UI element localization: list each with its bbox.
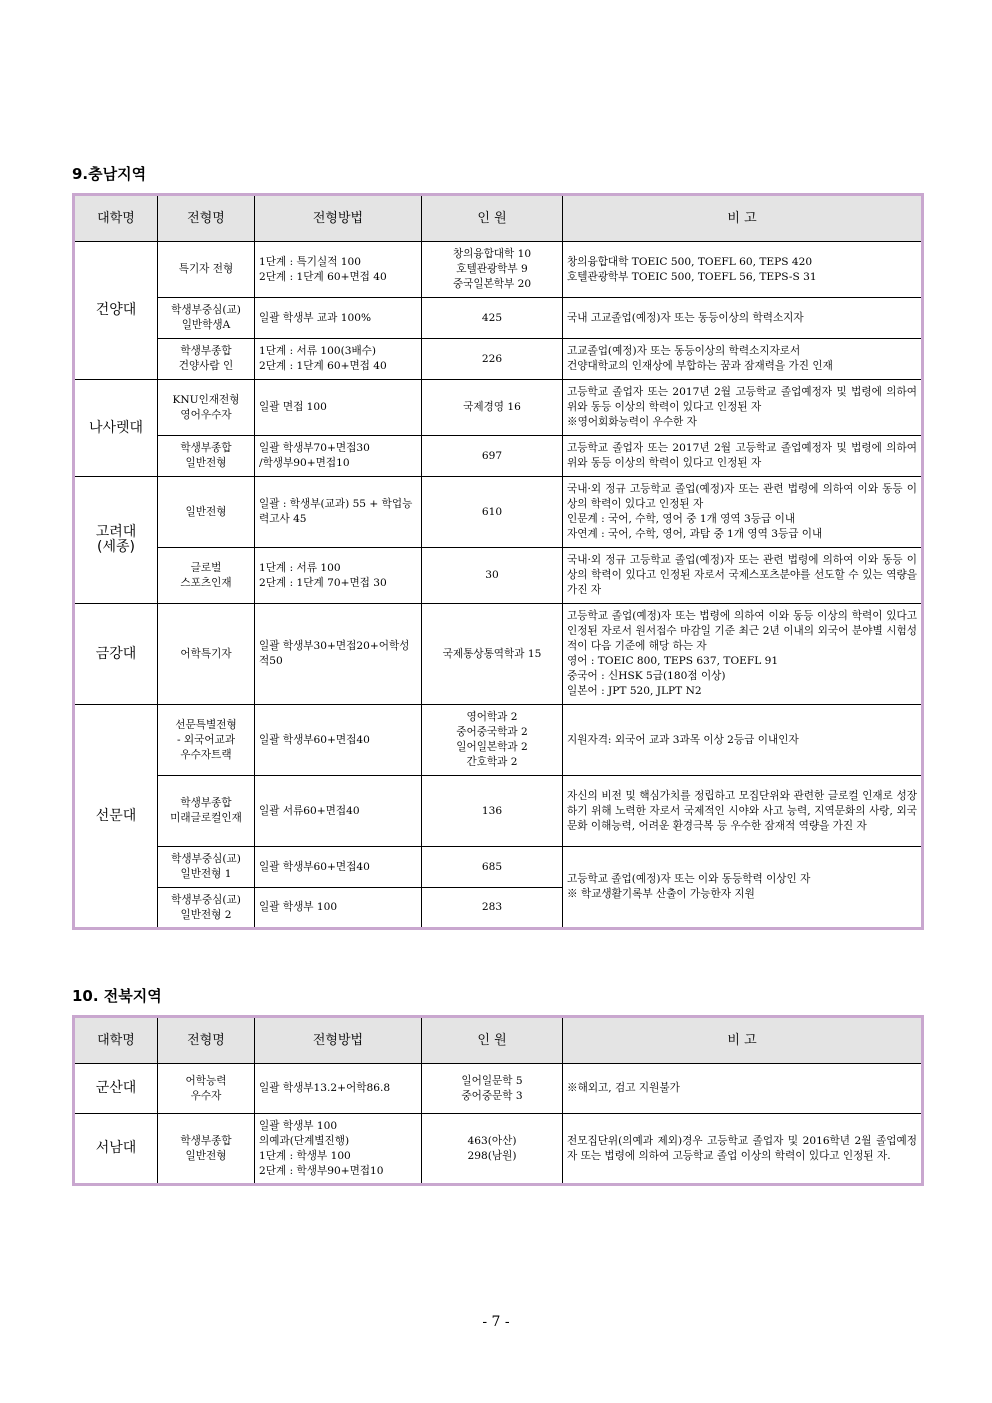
admission-type: 어학특기자: [158, 604, 255, 705]
remarks: 고교졸업(예정)자 또는 동등이상의 학력소지자로서 건양대학교의 인재상에 부합하는 꿈과 잠재력을 가진 인재: [563, 339, 923, 380]
header-remarks: 비 고: [563, 195, 923, 242]
admission-method: 1단계 : 서류 100(3배수) 2단계 : 1단계 60+면접 40: [255, 339, 422, 380]
admission-type: KNU인재전형 영어우수자: [158, 380, 255, 436]
university-name: 고려대 (세종): [74, 477, 158, 604]
admission-type: 특기자 전형: [158, 242, 255, 298]
table-row: [74, 380, 923, 436]
remarks: 고등학교 졸업(예정)자 또는 법령에 의하여 이와 동등 이상의 학력이 있다고 인정된 자로서 원서접수 마감일 기준 최근 2년 이내의 외국어 분야별 시험성적이 다음 기준에 해당 하는 자 영어 : TOEIC 800, TEPS 637, TOEFL 91 중국어 : 신HSK 5급(180점 이상) 일본어 : JPT 520, JLPT N2: [563, 604, 923, 705]
remarks: ※해외고, 검고 지원불가: [563, 1064, 923, 1114]
university-name: 나사렛대: [74, 380, 158, 477]
admission-method: 일괄 : 학생부(교과) 55 + 학업능력고사 45: [255, 477, 422, 548]
remarks: 고등학교 졸업자 또는 2017년 2월 고등학교 졸업예정자 및 법령에 의하여 위와 동등 이상의 학력이 있다고 인정된 자: [563, 436, 923, 477]
header-admission-method: 전형방법: [255, 1017, 422, 1064]
table-header-row: [74, 195, 923, 242]
section-title-chungnam: 9.충남지역: [72, 165, 147, 183]
remarks: 창의융합대학 TOEIC 500, TOEFL 60, TEPS 420 호텔관광학부 TOEIC 500, TOEFL 56, TEPS-S 31: [563, 242, 923, 298]
table-row: [74, 436, 923, 477]
quota: 국제통상통역학과 15: [422, 604, 563, 705]
quota: 창의융합대학 10 호텔관광학부 9 중국일본학부 20: [422, 242, 563, 298]
table-row: [74, 847, 923, 888]
quota: 일어일문학 5 중어중문학 3: [422, 1064, 563, 1114]
university-name: 서남대: [74, 1114, 158, 1185]
remarks: 고등학교 졸업자 또는 2017년 2월 고등학교 졸업예정자 및 법령에 의하여 위와 동등 이상의 학력이 있다고 인정된 자 ※영어회화능력이 우수한 자: [563, 380, 923, 436]
header-quota: 인 원: [422, 1017, 563, 1064]
admission-method: 일괄 학생부60+면접40: [255, 705, 422, 776]
jeonbuk-admission-table: [72, 1015, 924, 1186]
university-name: 선문대: [74, 705, 158, 929]
admission-type: 학생부종합 일반전형: [158, 436, 255, 477]
admission-method: 일괄 서류60+면접40: [255, 776, 422, 847]
admission-method: 일괄 학생부60+면접40: [255, 847, 422, 888]
header-remarks: 비 고: [563, 1017, 923, 1064]
admission-type: 학생부중심(교) 일반학생A: [158, 298, 255, 339]
admission-type: 학생부종합 건양사람 인: [158, 339, 255, 380]
admission-type: 학생부종합 미래글로컬인재: [158, 776, 255, 847]
chungnam-admission-table: [72, 193, 924, 930]
quota: 국제경영 16: [422, 380, 563, 436]
university-name: 건양대: [74, 242, 158, 380]
quota: 30: [422, 548, 563, 604]
header-quota: 인 원: [422, 195, 563, 242]
university-name: 금강대: [74, 604, 158, 705]
table-row: [74, 604, 923, 705]
section-title-jeonbuk: 10. 전북지역: [72, 987, 162, 1005]
header-admission-type: 전형명: [158, 195, 255, 242]
quota: 697: [422, 436, 563, 477]
quota: 226: [422, 339, 563, 380]
table-row: [74, 298, 923, 339]
table-row: [74, 705, 923, 776]
admission-method: 일괄 학생부70+면접30 /학생부90+면접10: [255, 436, 422, 477]
table-header-row: [74, 1017, 923, 1064]
remarks: 전모집단위(의예과 제외)경우 고등학교 졸업자 및 2016학년 2월 졸업예정자 또는 법령에 의하여 고등학교 졸업 이상의 학력이 있다고 인정된 자.: [563, 1114, 923, 1185]
admission-type: 학생부중심(교) 일반전형 1: [158, 847, 255, 888]
table-row: [74, 548, 923, 604]
admission-method: 1단계 : 서류 100 2단계 : 1단계 70+면접 30: [255, 548, 422, 604]
quota: 463(아산) 298(남원): [422, 1114, 563, 1185]
admission-method: 일괄 학생부 100 의예과(단계별진행) 1단계 : 학생부 100 2단계 : 학생부90+면접10: [255, 1114, 422, 1185]
remarks: 국내·외 정규 고등학교 졸업(예정)자 또는 관련 법령에 의하여 이와 동등 이상의 학력이 있다고 인정된 자 인문계 : 국어, 수학, 영어 중 1개 영역 3등급 이내 자연계 : 국어, 수학, 영어, 과탐 중 1개 영역 3등급 이내: [563, 477, 923, 548]
table-row: [74, 339, 923, 380]
page-number: - 7 -: [482, 1314, 510, 1330]
table-row: [74, 776, 923, 847]
remarks: 국내 고교졸업(예정)자 또는 동등이상의 학력소지자: [563, 298, 923, 339]
admission-method: 일괄 학생부30+면접20+어학성적50: [255, 604, 422, 705]
header-university: 대학명: [74, 1017, 158, 1064]
quota: 425: [422, 298, 563, 339]
remarks: 국내·외 정규 고등학교 졸업(예정)자 또는 관련 법령에 의하여 이와 동등 이상의 학력이 있다고 인정된 자로서 국제스포츠분야를 선도할 수 있는 역량을 가진 자: [563, 548, 923, 604]
quota: 136: [422, 776, 563, 847]
table-row: [74, 1064, 923, 1114]
admission-type: 선문특별전형 - 외국어교과 우수자트랙: [158, 705, 255, 776]
table-row: [74, 242, 923, 298]
admission-method: 1단계 : 특기실적 100 2단계 : 1단계 60+면접 40: [255, 242, 422, 298]
admission-type: 학생부중심(교) 일반전형 2: [158, 888, 255, 929]
admission-method: 일괄 면접 100: [255, 380, 422, 436]
admission-type: 학생부종합 일반전형: [158, 1114, 255, 1185]
admission-type: 글로벌 스포츠인재: [158, 548, 255, 604]
admission-method: 일괄 학생부 100: [255, 888, 422, 929]
header-admission-method: 전형방법: [255, 195, 422, 242]
admission-type: 어학능력 우수자: [158, 1064, 255, 1114]
admission-method: 일괄 학생부13.2+어학86.8: [255, 1064, 422, 1114]
remarks: 자신의 비전 및 핵심가치를 정립하고 모집단위와 관련한 글로컬 인재로 성장하기 위해 노력한 자로서 국제적인 시야와 사고 능력, 지역문화의 사랑, 외국문화 이해능력, 어려운 환경극복 등 우수한 잠재적 역량을 가진 자: [563, 776, 923, 847]
remarks: 고등학교 졸업(예정)자 또는 이와 동등학력 이상인 자 ※ 학교생활기록부 산출이 가능한자 지원: [563, 847, 923, 929]
header-admission-type: 전형명: [158, 1017, 255, 1064]
quota: 610: [422, 477, 563, 548]
remarks: 지원자격: 외국어 교과 3과목 이상 2등급 이내인자: [563, 705, 923, 776]
admission-method: 일괄 학생부 교과 100%: [255, 298, 422, 339]
admission-type: 일반전형: [158, 477, 255, 548]
table-row: [74, 477, 923, 548]
quota: 283: [422, 888, 563, 929]
university-name: 군산대: [74, 1064, 158, 1114]
header-university: 대학명: [74, 195, 158, 242]
table-row: [74, 1114, 923, 1185]
quota: 영어학과 2 중어중국학과 2 일어일본학과 2 간호학과 2: [422, 705, 563, 776]
quota: 685: [422, 847, 563, 888]
